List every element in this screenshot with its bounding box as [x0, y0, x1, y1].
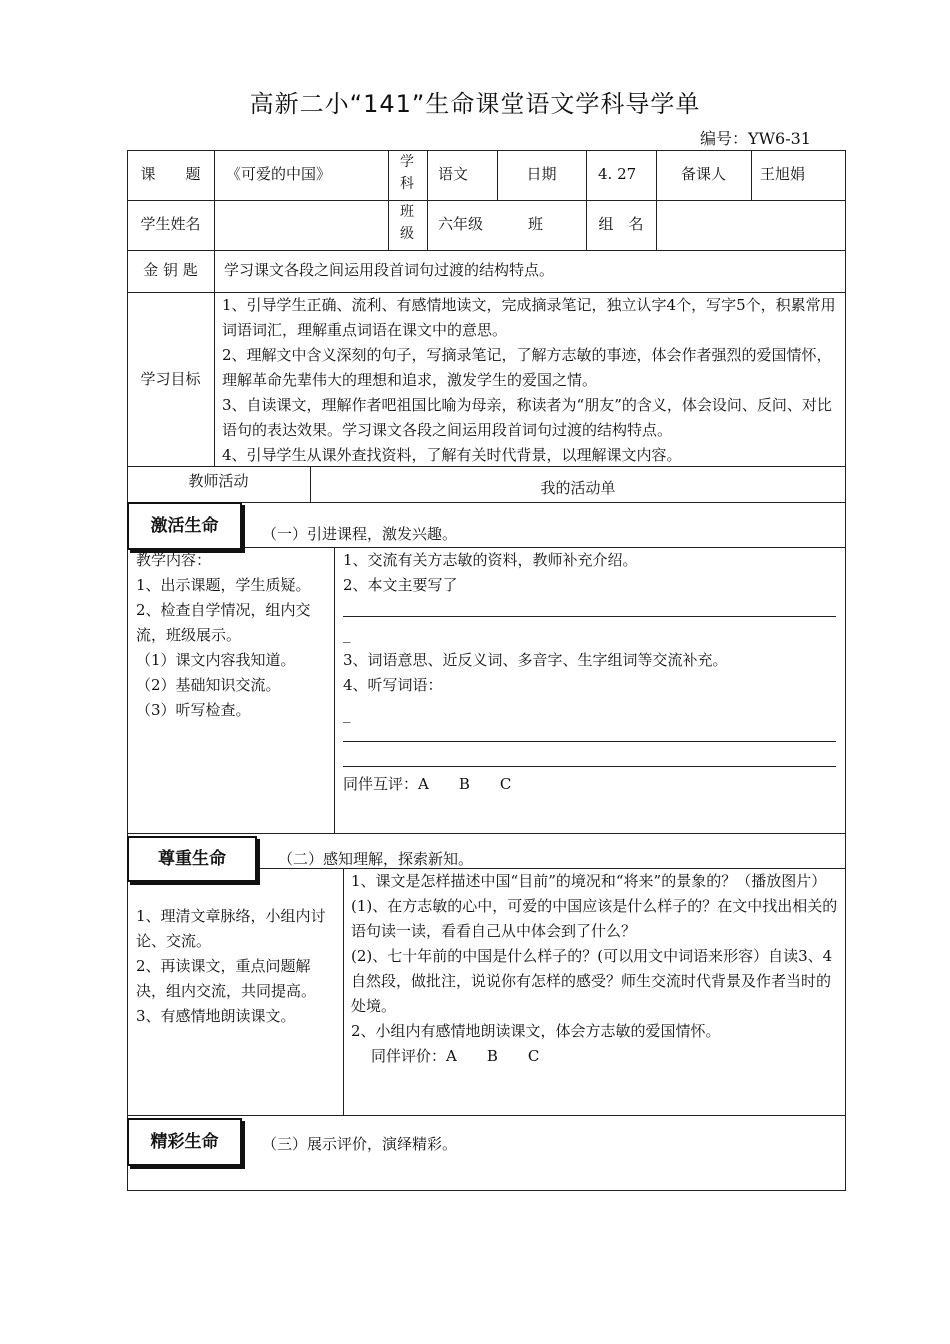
golden-key-label: 金 钥 匙 — [143, 261, 198, 279]
objectives-list — [222, 293, 840, 468]
objective-item: 2、理解文中含义深刻的句子，写摘录笔记，了解方志敏的事迹，体会作者强烈的爱国情怀，理解革命先辈伟大的理想和追求，激发学生的爱国之情。 — [222, 346, 832, 389]
group-field[interactable] — [656, 200, 846, 250]
stage-badge-brilliant: 精彩生命 — [127, 1118, 242, 1166]
my-activity-header: 我的活动单 — [540, 479, 616, 497]
list-item: 3、有感情地朗读课文。 — [136, 1007, 296, 1025]
student-name-label: 学生姓名 — [140, 215, 201, 233]
answer-line[interactable] — [343, 616, 836, 617]
topic-value: 《可爱的中国》 — [226, 165, 332, 183]
stage2-my-activity — [351, 869, 840, 1069]
list-item: 2、小组内有感情地朗读课文，体会方志敏的爱国情怀。 — [351, 1022, 721, 1040]
list-item: 1、课文是怎样描述中国“目前”的境况和“将来”的景象的？（播放图片） — [351, 872, 827, 890]
preparer-value: 王旭娟 — [760, 165, 806, 183]
stage1-teacher-content — [136, 548, 330, 723]
stage1-line-1: 1、交流有关方志敏的资料，教师补充介绍。 — [343, 551, 638, 569]
objectives-label: 学习目标 — [140, 370, 201, 388]
peer-review: 同伴互评：A B C — [343, 775, 512, 793]
list-item: 2、再读课文，重点问题解决，组内交流，共同提高。 — [136, 957, 317, 1000]
stage1-line-5: 4、听写词语： — [343, 676, 443, 694]
list-item: 教学内容： — [136, 551, 212, 569]
stage-badge-respect: 尊重生命 — [127, 836, 257, 882]
list-item: (1)、在方志敏的心中，可爱的中国应该是什么样子的？在文中找出相关的语句读一读，看看自己从中体会到了什么？ — [351, 897, 838, 940]
list-item: 2、检查自学情况，组内交流，班级展示。 — [136, 601, 311, 644]
stage2-teacher-content — [136, 904, 338, 1029]
date-label: 日期 — [526, 165, 557, 183]
teacher-activity-header: 教师活动 — [188, 472, 249, 490]
objective-item: 1、引导学生正确、流利、有感情地读文，完成摘录笔记，独立认字4个，写字5个，积累常用词语词汇，理解重点词语在课文中的意思。 — [222, 296, 836, 339]
stage-badge-activate: 激活生命 — [127, 502, 242, 550]
list-item: （1）课文内容我知道。 — [136, 651, 296, 669]
stage1-line-4: 3、词语意思、近反义词、多音字、生字组词等交流补充。 — [343, 651, 728, 669]
topic-label: 课 题 — [140, 165, 201, 183]
list-item: (2)、七十年前的中国是什么样子的？(可以用文中词语来形容）自读3、4自然段，做批注，说说你有怎样的感受？师生交流时代背景及作者当时的处境。 — [351, 947, 833, 1015]
class-label: 班级 — [400, 204, 414, 242]
class-value: 六年级 班 — [438, 215, 544, 233]
subject-value: 语文 — [438, 165, 469, 183]
document-code: 编号：YW6-31 — [700, 129, 811, 148]
answer-line[interactable] — [343, 741, 836, 742]
date-value: 4. 27 — [598, 165, 637, 183]
stage1-line-3: _ — [343, 625, 351, 643]
objective-item: 3、自读课文，理解作者吧祖国比喻为母亲，称读者为“朋友”的含义，体会设问、反问、对比语句的表达效果。学习课文各段之间运用段首词句过渡的结构特点。 — [222, 396, 832, 439]
stage1-line-6: _ — [343, 705, 351, 723]
objective-item: 4、引导学生从课外查找资料，了解有关时代背景，以理解课文内容。 — [222, 446, 682, 464]
answer-line[interactable] — [343, 766, 836, 767]
golden-key-text: 学习课文各段之间运用段首词句过渡的结构特点。 — [224, 261, 555, 279]
list-item: 1、理清文章脉络，小组内讨论、交流。 — [136, 907, 326, 950]
stage2-heading: （二）感知理解，探索新知。 — [278, 850, 474, 868]
list-item: （2）基础知识交流。 — [136, 676, 281, 694]
list-item: （3）听写检查。 — [136, 701, 251, 719]
group-label: 组 名 — [598, 215, 644, 233]
stage1-heading: （一）引进课程，激发兴趣。 — [262, 525, 458, 543]
student-name-field[interactable] — [214, 200, 388, 250]
stage3-heading: （三）展示评价，演绎精彩。 — [262, 1135, 458, 1153]
stage1-line-2: 2、本文主要写了 — [343, 576, 458, 594]
subject-label: 学科 — [400, 154, 414, 192]
preparer-label: 备课人 — [680, 165, 726, 183]
page-title: 高新二小“141”生命课堂语文学科导学单 — [249, 90, 701, 118]
list-item: 1、出示课题，学生质疑。 — [136, 576, 311, 594]
peer-review: 同伴评价：A B C — [371, 1047, 540, 1065]
